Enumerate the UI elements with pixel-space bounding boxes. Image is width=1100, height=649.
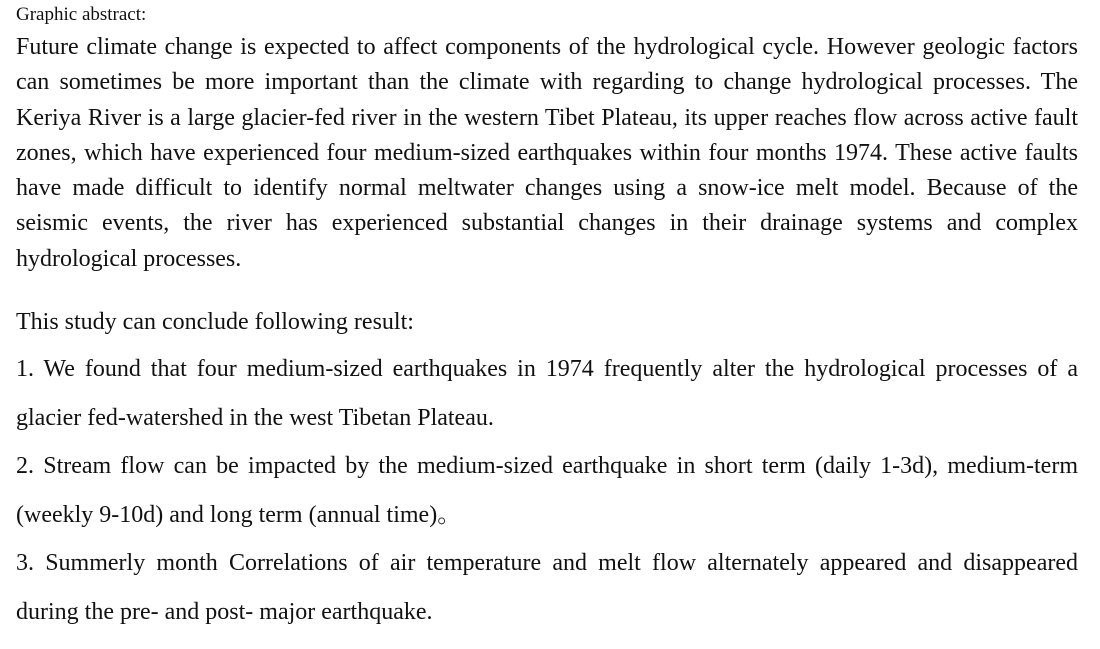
conclusion-intro: This study can conclude following result: [16,309,414,336]
paragraph-spacer [16,277,1078,305]
result-item-2: 2. Stream flow can be impacted by the medium-sized earthquake in short term (daily 1-3d), medium-term (weekly 9-10d) and long term (annual time)。 [16,453,1078,528]
document-page [16,0,1078,636]
result-item-3: 3. Summerly month Correlations of air temperature and melt flow alternately appeared and disappeared during the pre- and post- major earthquake. [16,550,1078,625]
result-item-1: 1. We found that four medium-sized earthquakes in 1974 frequently alter the hydrological processes of a glacier fed-watershed in the west Tibetan Plateau. [16,356,1078,431]
abstract-paragraph: Future climate change is expected to affect components of the hydrological cycle. However geologic factors can sometimes be more important than the climate with regarding to change hydrological processes. The Keriya River is a large glacier-fed river in the western Tibet Plateau, its upper reaches flow across active fault zones, which have experienced four medium-sized earthquakes within four months 1974. These active faults have made difficult to identify normal meltwater changes using a snow-ice melt model. Because of the seismic events, the river has experienced substantial changes in their drainage systems and complex hydrological processes. [16,34,1078,272]
document-heading: Graphic abstract: [16,4,147,25]
